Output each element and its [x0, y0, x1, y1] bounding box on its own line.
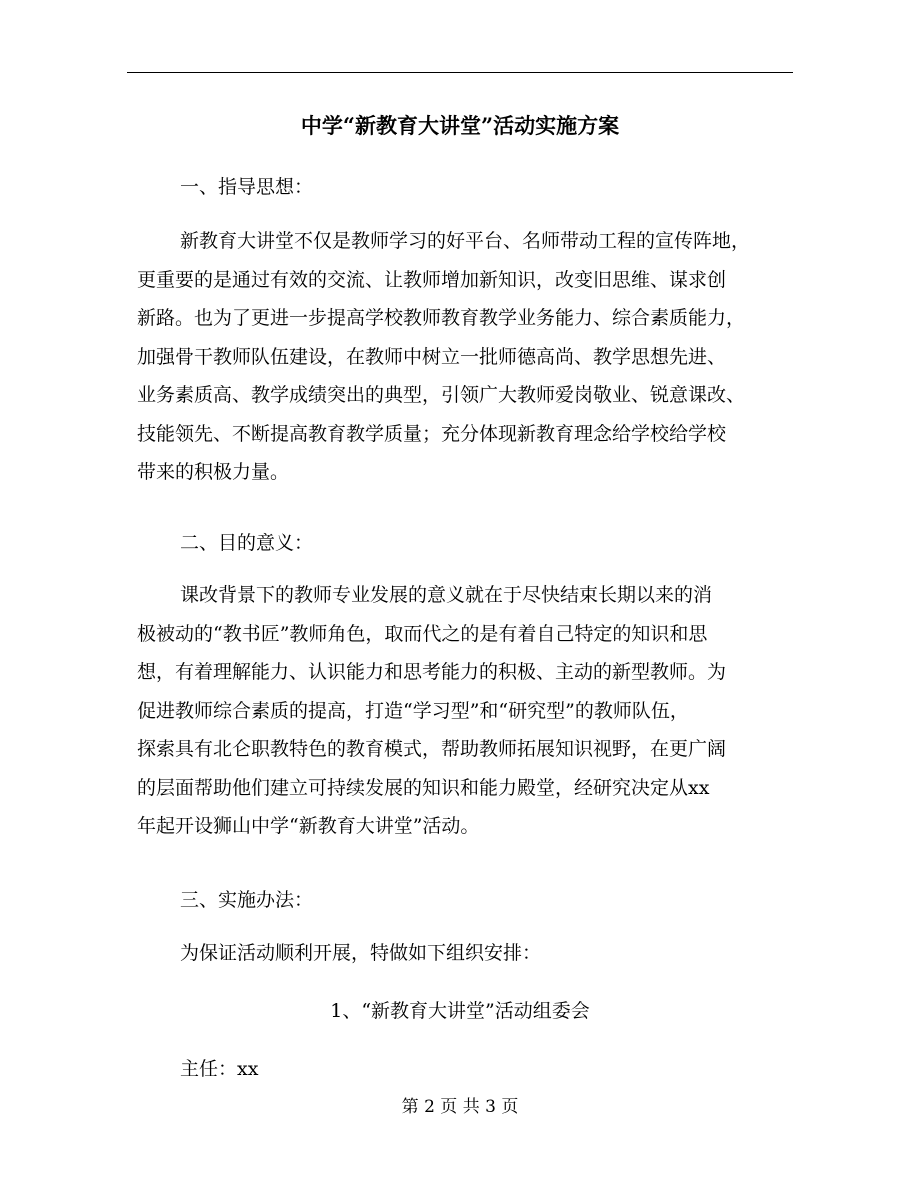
paragraph-line: 促进教师综合素质的提高，打造“学习型”和“研究型”的教师队伍， — [137, 699, 689, 722]
paragraph-line: 课改背景下的教师专业发展的意义就在于尽快结束长期以来的消 — [180, 584, 713, 606]
paragraph-line: 更重要的是通过有效的交流、让教师增加新知识，改变旧思维、谋求创 — [137, 268, 727, 291]
section-heading-guiding-ideology: 一、指导思想： — [180, 176, 314, 198]
paragraph-line: 极被动的“教书匠”教师角色，取而代之的是有着自己特定的知识和思 — [137, 622, 708, 645]
section-paragraph-purpose — [137, 576, 797, 846]
header-rule — [127, 72, 793, 73]
paragraph-line: 带来的积极力量。 — [137, 461, 290, 483]
section-paragraph-guiding-ideology — [137, 222, 797, 492]
paragraph-line: 新教育大讲堂不仅是教师学习的好平台、名师带动工程的宣传阵地， — [180, 230, 751, 252]
committee-director: 主任：xx — [180, 1058, 259, 1080]
committee-subheading: 1、“新教育大讲堂”活动组委会 — [330, 1000, 590, 1022]
paragraph-line: 探索具有北仑职教特色的教育模式，帮助教师拓展知识视野，在更广阔 — [137, 738, 727, 760]
implementation-intro: 为保证活动顺利开展，特做如下组织安排： — [180, 942, 542, 964]
document-title: 中学“新教育大讲堂”活动实施方案 — [300, 113, 620, 138]
paragraph-line: 新路。也为了更进一步提高学校教师教育教学业务能力、综合素质能力， — [137, 307, 746, 329]
paragraph-line: 年起开设狮山中学“新教育大讲堂”活动。 — [137, 815, 480, 837]
section-heading-purpose: 二、目的意义： — [180, 532, 314, 554]
paragraph-line: 的层面帮助他们建立可持续发展的知识和能力殿堂，经研究决定从xx — [137, 776, 710, 799]
paragraph-line: 业务素质高、教学成绩突出的典型，引领广大教师爱岗敬业、锐意课改、 — [137, 384, 746, 406]
paragraph-line: 加强骨干教师队伍建设，在教师中树立一批师德高尚、教学思想先进、 — [137, 345, 727, 368]
section-heading-implementation: 三、实施办法： — [180, 889, 314, 911]
paragraph-line: 想，有着理解能力、认识能力和思考能力的积极、主动的新型教师。为 — [137, 661, 727, 683]
page-number-footer: 第 2 页 共 3 页 — [401, 1097, 519, 1117]
paragraph-line: 技能领先、不断提高教育教学质量；充分体现新教育理念给学校给学校 — [137, 422, 727, 445]
